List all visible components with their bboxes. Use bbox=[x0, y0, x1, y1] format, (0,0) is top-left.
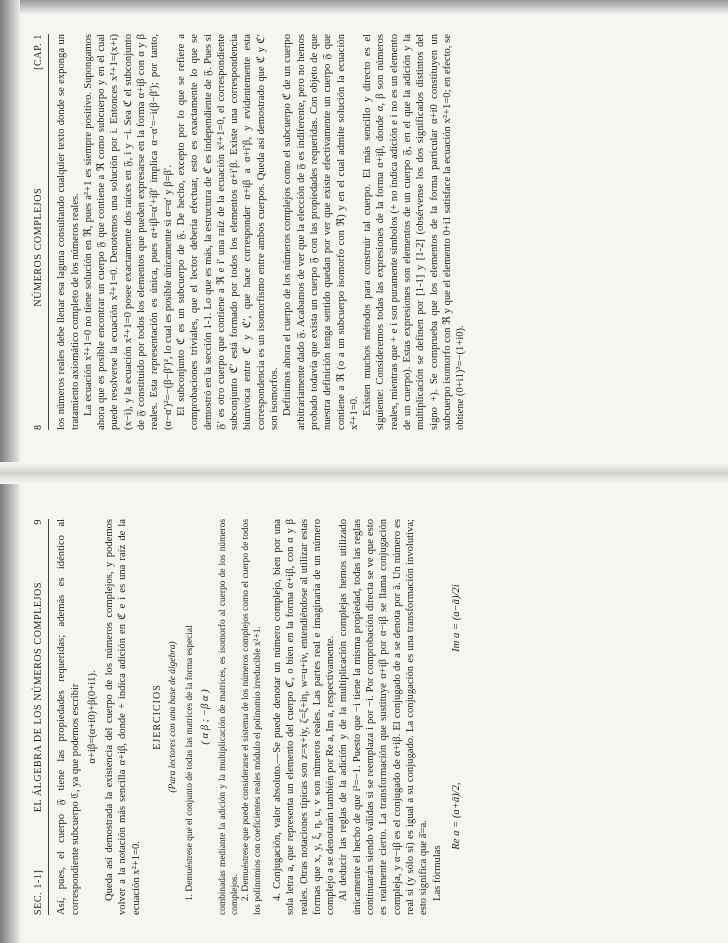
paragraph: Existen muchos métodos para construir tal cuerpo. El más sencillo y directo es el siguiente: Consideremos todas las expresiones de la forma α+iβ, donde α, β son números reales, mientras que + e i son puramente símbolos (+ no indica adición e i no es un elemento de un cuerpo). Estas expresiones son elementos de un cuerpo 𝔉, en el que la adición y la multiplicación se definen por [1-1] y [1-2] (obsérvense los dos significados distintos del signo +). Se comprueba que los elementos de la forma particular α+i0 constituyen un subcuerpo isomorfo con ℜ y que el elemento 0+i1 satisface la ecuación x²+1=0; en efecto, se obtiene (0+i1)²=−(1+i0). bbox=[362, 34, 467, 430]
page-top-shadow bbox=[0, 0, 728, 14]
section-label: SEC. 1-1] bbox=[33, 869, 44, 915]
formula-imag-part: Im a = (a−ā)/2i bbox=[450, 584, 462, 652]
paragraph: Al deducir las reglas de la adición y de la multiplicación complejas hemos utilizado únicamente el hecho de que i²=−1. Puesto que −i tiene la misma propiedad, todas las reglas continuarán siendo válidas si se reemplaza i por −i. Por comprobación directa se ve que esto es realmente cierto. La transformación que sustituye α+iβ por α−iβ se llama conjugación compleja, y α−iβ es el conjugado de α+iβ. El conjugado de a se denota por ā. Un número es real si (y sólo si) es igual a su conjugado. La conjugación es una transformación involutiva; esto significa que ā̄=a. bbox=[338, 519, 430, 915]
paragraph: Definimos ahora el cuerpo de los números complejos como el subcuerpo ℭ de un cuerpo arbitrariamente dado 𝔉. Acabamos de ver que la elección de 𝔉 es indiferente, pero no hemos probado todavía que exista un cuerpo 𝔉 con las propiedades requeridas. Con objeto de que nuestra definición tenga sentido quedan por ver que existe efectivamente un cuerpo 𝔉 que contiene a ℜ (o a un subcuerpo isomorfo con ℜ) y en el cual admite solución la ecuación x²+1=0. bbox=[282, 34, 360, 430]
exercise-1-continued: combinadas mediante la adición y la multiplicación de matrices, es isomorfo al cuerpo de los números complejos. bbox=[217, 519, 240, 915]
paragraph: Queda así demostrada la existencia del cuerpo de los números complejos, y podemos volver a la notación más sencilla α+iβ, donde + indica adición en ℭ e i es una raíz de la ecuación x²+1=0. bbox=[104, 519, 142, 915]
paragraph: La ecuación x²+1=0 no tiene solución en ℜ, pues a²+1 es siempre positivo. Supongamos ahora que es posible encontrar un cuerpo 𝔉 que contiene a ℜ como subcuerpo y en el cual puede resolverse la ecuación x²+1=0. Denotemos una solución por i. Entonces x²+1=(x+i)(x−i), y la ecuación x²+1=0 posee exactamente dos raíces en 𝔉, i y −i. Sea ℭ el subconjunto de 𝔉 constituido por todos los elementos que pueden expresarse en la forma α+iβ con α y β reales. Esta representación es única, pues α+iβ=α′+iβ′ implica α−α′=−i(β−β′); por tanto, (α−α′)²=−(β−β′)², lo cual es posible únicamente si α=α′ y β=β′. bbox=[82, 34, 174, 430]
page-number: 8 bbox=[33, 424, 44, 430]
paragraph: Así, pues, el cuerpo 𝔉 tiene las propiedades requeridas; además es idéntico al correspondiente subcuerpo ℭ, ya que podemos escribir bbox=[56, 519, 81, 915]
formula-real-part: Re a = (a+ā)/2, bbox=[450, 782, 462, 850]
page-8 bbox=[22, 20, 712, 450]
paragraph: El subconjunto ℭ es un subcuerpo de 𝔉. De hecho, excepto por lo que se refiere a comprobaciones triviales, que el lector debería efectuar, esto es exactamente lo que se demostró en la sección 1-1. Lo que es más, la estructura de ℭ es independiente de 𝔉. Pues si 𝔉′ es otro cuerpo que contiene a ℜ e i′ una raíz de la ecuación x²+1=0, el correspondiente subconjunto ℭ′ está formado por todos los elementos α+i′β. Existe una correspondencia biunívoca entre ℭ y ℭ′, que hace corresponder α+iβ a α+i′β, y evidentemente esta correspondencia es un isomorfismo entre ambos cuerpos. Queda así demostrado que ℭ y ℭ′ son isomorfos. bbox=[175, 34, 281, 430]
running-title: NÚMEROS COMPLEJOS bbox=[33, 187, 44, 307]
running-header bbox=[32, 519, 49, 915]
page-9 bbox=[22, 505, 712, 935]
formulas-intro: Las fórmulas bbox=[431, 845, 443, 901]
page-number: 9 bbox=[33, 519, 44, 525]
exercise-1: 1. Demuéstrese que el conjunto de todas las matrices de la forma especial bbox=[184, 625, 195, 901]
exercise-2: 2. Demuéstrese que puede considerarse el sistema de los números complejos como el cuerpo de todos los polinomios con coeficientes reales módulo el polinomio irreducible x²+1. bbox=[241, 519, 264, 915]
running-header bbox=[32, 34, 49, 430]
paragraph: los números reales debe llenar esa laguna consultando cualquier texto donde se exponga un tratamiento axiomático completo de los números reales. bbox=[56, 34, 81, 430]
book-gutter bbox=[0, 462, 728, 484]
matrix: ( α β ; −β α ) bbox=[200, 689, 212, 745]
exercises-note: (Para lectores con una base de álgebra) bbox=[168, 641, 179, 793]
running-title: EL ÁLGEBRA DE LOS NÚMEROS COMPLEJOS bbox=[33, 581, 44, 813]
chapter-label: [CAP. 1 bbox=[33, 34, 44, 70]
equation: α+iβ=(α+i0)+β(0+i1). bbox=[86, 670, 98, 764]
exercises-heading: EJERCICIOS bbox=[152, 684, 164, 750]
formulas bbox=[450, 519, 463, 915]
section-4: 4. Conjugación, valor absoluto.—Se puede denotar un número complejo, bien por una sola letra a, que representa un elemento del cuerpo ℭ, o bien en la forma α+iβ, con α y β reales. Otras notaciones típicas son z=x+iy, ζ=ξ+iη, w=u+iv, entendiéndose al utilizar estas formas que x, y, ξ, η, u, v son números reales. Las partes real e imaginaria de un número complejo a se denotarán también por Re a, Im a, respectivamente. bbox=[271, 519, 337, 915]
